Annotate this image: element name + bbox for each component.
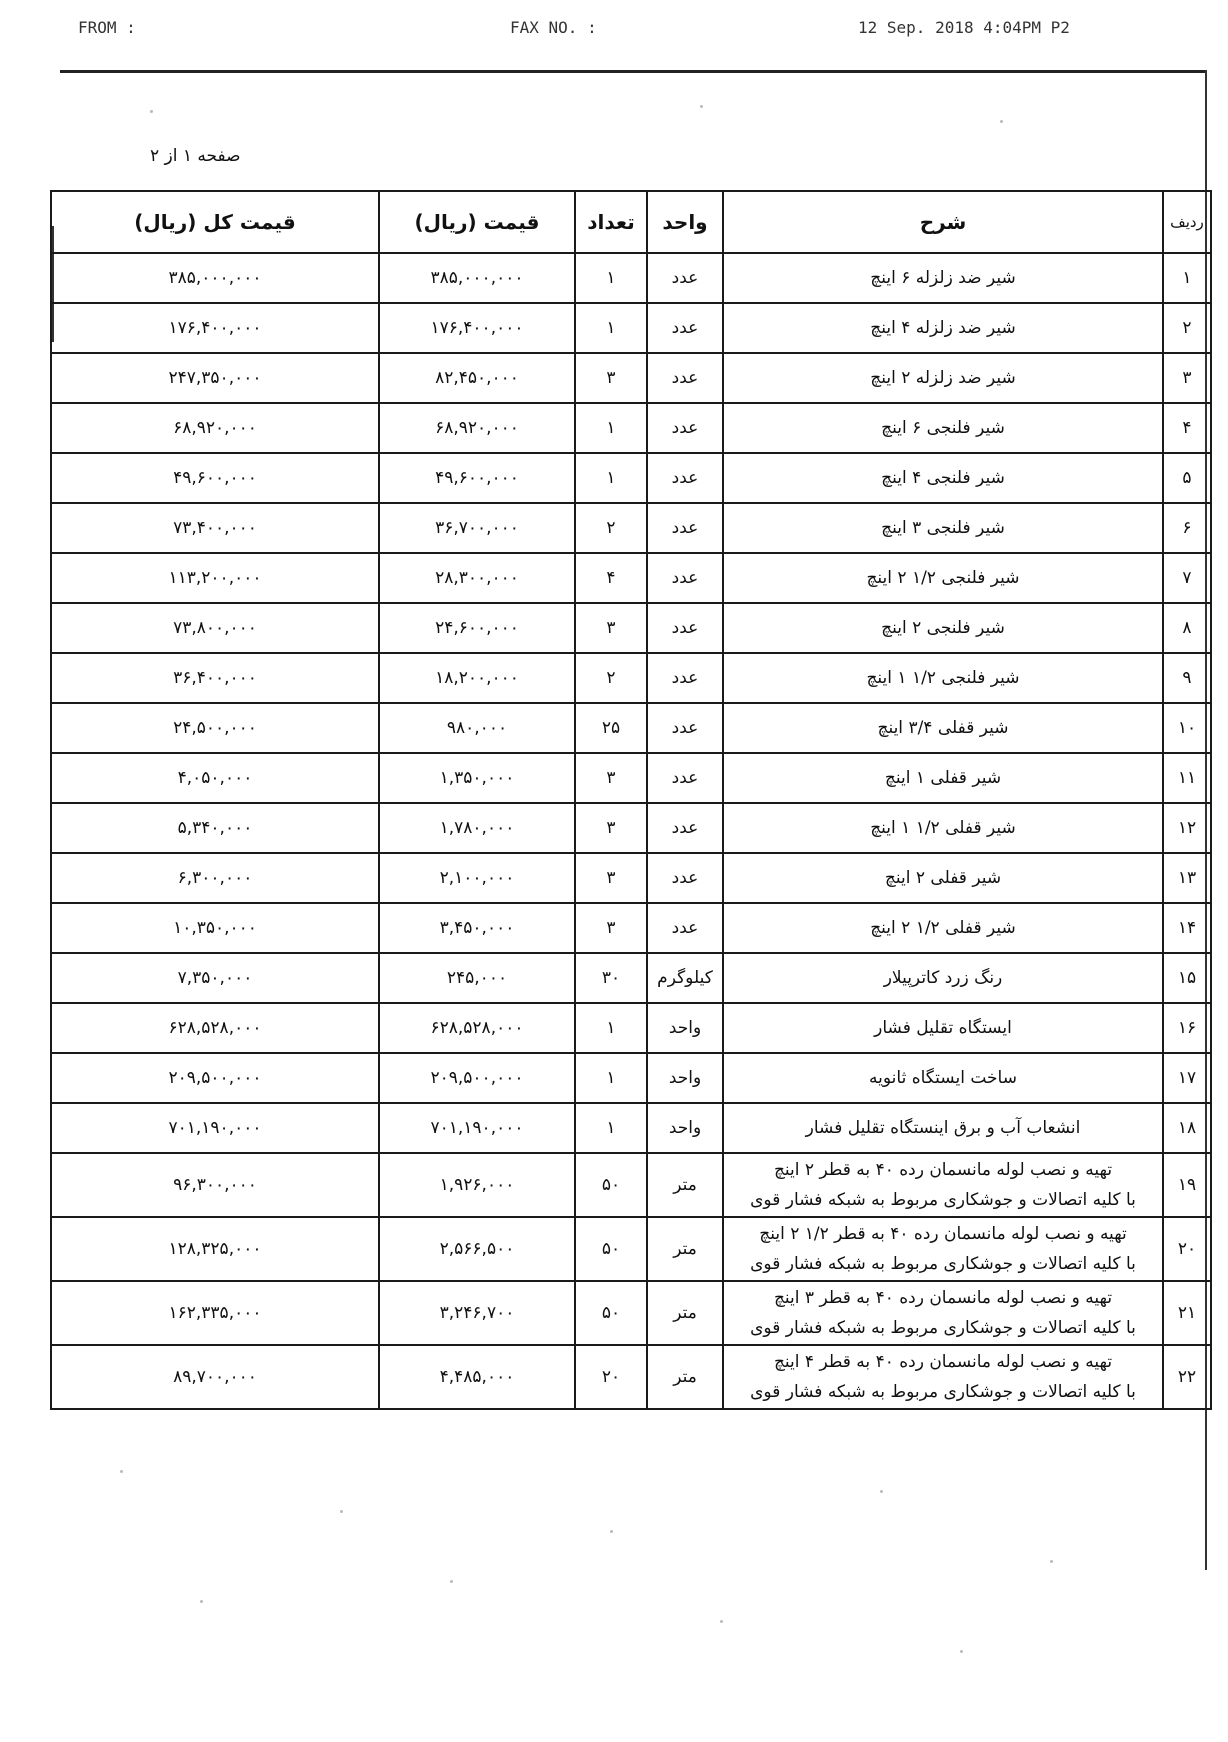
cell-description — [723, 953, 1163, 1003]
cell-row-number: ۱۶ — [1163, 1003, 1211, 1053]
cell-quantity: ۲۵ — [575, 703, 647, 753]
table-row — [51, 803, 1211, 853]
cell-description — [723, 1053, 1163, 1103]
description-line: با کلیه اتصالات و جوشکاری مربوط به شبکه فشار قوی — [750, 1254, 1136, 1274]
cell-unit: عدد — [647, 603, 723, 653]
cell-row-number: ۸ — [1163, 603, 1211, 653]
description-line: ایستگاه تقلیل فشار — [874, 1018, 1012, 1038]
fax-header — [0, 18, 1228, 48]
table-row — [51, 253, 1211, 303]
cell-row-number: ۱۵ — [1163, 953, 1211, 1003]
header-quantity: تعداد — [575, 191, 647, 253]
cell-unit-price: ۱۷۶,۴۰۰,۰۰۰ — [379, 303, 575, 353]
cell-unit-price: ۲۴۵,۰۰۰ — [379, 953, 575, 1003]
cell-description — [723, 753, 1163, 803]
scan-noise — [610, 1530, 613, 1533]
cell-total-price: ۱۰,۳۵۰,۰۰۰ — [51, 903, 379, 953]
cell-total-price: ۳۶,۴۰۰,۰۰۰ — [51, 653, 379, 703]
cell-unit: عدد — [647, 803, 723, 853]
cell-description — [723, 1217, 1163, 1281]
cell-description — [723, 603, 1163, 653]
table-row — [51, 553, 1211, 603]
description-line: شیر فلنجی ۳ اینچ — [881, 518, 1005, 538]
description-line: شیر فلنجی ۲ اینچ — [881, 618, 1005, 638]
description-line: شیر فلنجی ۴ اینچ — [881, 468, 1005, 488]
cell-row-number: ۲۱ — [1163, 1281, 1211, 1345]
cell-quantity: ۱ — [575, 303, 647, 353]
table-row — [51, 353, 1211, 403]
scan-noise — [150, 110, 153, 113]
header-description: شرح — [723, 191, 1163, 253]
cell-total-price: ۷۳,۸۰۰,۰۰۰ — [51, 603, 379, 653]
cell-quantity: ۱ — [575, 1053, 647, 1103]
scan-noise — [1000, 120, 1003, 123]
cell-description — [723, 453, 1163, 503]
cell-unit: کیلوگرم — [647, 953, 723, 1003]
cell-unit: عدد — [647, 503, 723, 553]
cell-unit: عدد — [647, 703, 723, 753]
cell-total-price: ۴,۰۵۰,۰۰۰ — [51, 753, 379, 803]
cell-row-number: ۱۱ — [1163, 753, 1211, 803]
cell-row-number: ۲۰ — [1163, 1217, 1211, 1281]
table-row — [51, 603, 1211, 653]
cell-row-number: ۱۰ — [1163, 703, 1211, 753]
cell-row-number: ۱ — [1163, 253, 1211, 303]
scan-noise — [880, 1490, 883, 1493]
header-total-price: قیمت کل (ریال) — [51, 191, 379, 253]
cell-quantity: ۱ — [575, 1003, 647, 1053]
cell-total-price: ۲۰۹,۵۰۰,۰۰۰ — [51, 1053, 379, 1103]
cell-total-price: ۶۲۸,۵۲۸,۰۰۰ — [51, 1003, 379, 1053]
description-line: شیر قفلی ۳/۴ اینچ — [877, 718, 1009, 738]
cell-unit-price: ۴,۴۸۵,۰۰۰ — [379, 1345, 575, 1409]
cell-row-number: ۵ — [1163, 453, 1211, 503]
cell-total-price: ۹۶,۳۰۰,۰۰۰ — [51, 1153, 379, 1217]
cell-row-number: ۴ — [1163, 403, 1211, 453]
fax-timestamp: 12 Sep. 2018 4:04PM P2 — [858, 18, 1070, 37]
cell-total-price: ۱۷۶,۴۰۰,۰۰۰ — [51, 303, 379, 353]
table-row — [51, 1281, 1211, 1345]
cell-unit-price: ۲۰۹,۵۰۰,۰۰۰ — [379, 1053, 575, 1103]
cell-quantity: ۳ — [575, 903, 647, 953]
fax-from-label: FROM : — [78, 18, 136, 37]
cell-quantity: ۵۰ — [575, 1281, 647, 1345]
cell-unit: متر — [647, 1345, 723, 1409]
table-row — [51, 1217, 1211, 1281]
cell-unit-price: ۷۰۱,۱۹۰,۰۰۰ — [379, 1103, 575, 1153]
cell-quantity: ۱ — [575, 453, 647, 503]
table-row — [51, 1053, 1211, 1103]
cell-total-price: ۱۱۳,۲۰۰,۰۰۰ — [51, 553, 379, 603]
cell-quantity: ۲ — [575, 503, 647, 553]
cell-total-price: ۸۹,۷۰۰,۰۰۰ — [51, 1345, 379, 1409]
cell-unit-price: ۲,۵۶۶,۵۰۰ — [379, 1217, 575, 1281]
cell-row-number: ۱۹ — [1163, 1153, 1211, 1217]
table-row — [51, 703, 1211, 753]
cell-quantity: ۲۰ — [575, 1345, 647, 1409]
scan-noise — [340, 1510, 343, 1513]
cell-total-price: ۶۸,۹۲۰,۰۰۰ — [51, 403, 379, 453]
description-line: شیر فلنجی ۶ اینچ — [881, 418, 1005, 438]
scan-noise — [720, 1620, 723, 1623]
description-line: شیر قفلی ۲ اینچ — [884, 868, 1002, 888]
cell-unit: عدد — [647, 403, 723, 453]
cell-unit-price: ۸۲,۴۵۰,۰۰۰ — [379, 353, 575, 403]
cell-unit: عدد — [647, 253, 723, 303]
page-indicator: صفحه ۱ از ۲ — [150, 146, 241, 166]
cell-total-price: ۳۸۵,۰۰۰,۰۰۰ — [51, 253, 379, 303]
cell-unit: متر — [647, 1153, 723, 1217]
description-line: تهیه و نصب لوله مانسمان رده ۴۰ به قطر ۱/۲ ۲ اینچ — [759, 1224, 1127, 1244]
cell-description — [723, 903, 1163, 953]
description-line: انشعاب آب و برق اینستگاه تقلیل فشار — [805, 1118, 1081, 1138]
items-table-body — [51, 253, 1211, 1409]
cell-description — [723, 403, 1163, 453]
cell-total-price: ۷۰۱,۱۹۰,۰۰۰ — [51, 1103, 379, 1153]
cell-description — [723, 1153, 1163, 1217]
scan-noise — [200, 1600, 203, 1603]
cell-unit: عدد — [647, 303, 723, 353]
cell-row-number: ۱۷ — [1163, 1053, 1211, 1103]
scan-noise — [960, 1650, 963, 1653]
cell-unit-price: ۳۸۵,۰۰۰,۰۰۰ — [379, 253, 575, 303]
cell-total-price: ۶,۳۰۰,۰۰۰ — [51, 853, 379, 903]
cell-quantity: ۲ — [575, 653, 647, 703]
description-line: تهیه و نصب لوله مانسمان رده ۴۰ به قطر ۴ اینچ — [773, 1352, 1113, 1372]
description-line: رنگ زرد کاترپیلار — [883, 968, 1003, 988]
cell-unit-price: ۱,۷۸۰,۰۰۰ — [379, 803, 575, 853]
cell-total-price: ۷,۳۵۰,۰۰۰ — [51, 953, 379, 1003]
cell-description — [723, 1345, 1163, 1409]
description-line: شیر قفلی ۱/۲ ۱ اینچ — [870, 818, 1016, 838]
cell-quantity: ۱ — [575, 253, 647, 303]
table-row — [51, 453, 1211, 503]
cell-row-number: ۲۲ — [1163, 1345, 1211, 1409]
header-row-number: ردیف — [1163, 191, 1211, 253]
cell-unit: عدد — [647, 353, 723, 403]
table-row — [51, 853, 1211, 903]
cell-description — [723, 1281, 1163, 1345]
cell-unit-price: ۱,۳۵۰,۰۰۰ — [379, 753, 575, 803]
cell-unit-price: ۳۶,۷۰۰,۰۰۰ — [379, 503, 575, 553]
description-line: ساخت ایستگاه ثانویه — [869, 1068, 1017, 1088]
cell-quantity: ۵۰ — [575, 1217, 647, 1281]
cell-quantity: ۳ — [575, 753, 647, 803]
header-unit: واحد — [647, 191, 723, 253]
top-border-line — [60, 70, 1205, 73]
cell-description — [723, 1103, 1163, 1153]
cell-total-price: ۵,۳۴۰,۰۰۰ — [51, 803, 379, 853]
header-unit-price: قیمت (ریال) — [379, 191, 575, 253]
cell-unit: عدد — [647, 753, 723, 803]
cell-quantity: ۵۰ — [575, 1153, 647, 1217]
cell-quantity: ۳ — [575, 803, 647, 853]
table-row — [51, 1345, 1211, 1409]
table-row — [51, 903, 1211, 953]
cell-total-price: ۲۴۷,۳۵۰,۰۰۰ — [51, 353, 379, 403]
cell-row-number: ۱۲ — [1163, 803, 1211, 853]
table-row — [51, 953, 1211, 1003]
cell-unit-price: ۱۸,۲۰۰,۰۰۰ — [379, 653, 575, 703]
description-line: با کلیه اتصالات و جوشکاری مربوط به شبکه فشار قوی — [750, 1382, 1136, 1402]
cell-total-price: ۲۴,۵۰۰,۰۰۰ — [51, 703, 379, 753]
cell-description — [723, 703, 1163, 753]
description-line: تهیه و نصب لوله مانسمان رده ۴۰ به قطر ۳ اینچ — [773, 1288, 1113, 1308]
cell-quantity: ۱ — [575, 1103, 647, 1153]
cell-total-price: ۴۹,۶۰۰,۰۰۰ — [51, 453, 379, 503]
cell-total-price: ۱۲۸,۳۲۵,۰۰۰ — [51, 1217, 379, 1281]
cell-unit: عدد — [647, 453, 723, 503]
scan-noise — [450, 1580, 453, 1583]
cell-unit: واحد — [647, 1053, 723, 1103]
table-row — [51, 1003, 1211, 1053]
cell-unit-price: ۲۸,۳۰۰,۰۰۰ — [379, 553, 575, 603]
cell-description — [723, 653, 1163, 703]
cell-description — [723, 253, 1163, 303]
cell-unit-price: ۳,۲۴۶,۷۰۰ — [379, 1281, 575, 1345]
cell-unit: عدد — [647, 553, 723, 603]
cell-row-number: ۲ — [1163, 303, 1211, 353]
cell-quantity: ۳ — [575, 603, 647, 653]
cell-description — [723, 1003, 1163, 1053]
description-line: شیر ضد زلزله ۴ اینچ — [870, 318, 1016, 338]
cell-unit-price: ۶۲۸,۵۲۸,۰۰۰ — [379, 1003, 575, 1053]
cell-unit: واحد — [647, 1003, 723, 1053]
cell-row-number: ۱۴ — [1163, 903, 1211, 953]
cell-description — [723, 553, 1163, 603]
cell-unit: عدد — [647, 653, 723, 703]
cell-unit-price: ۶۸,۹۲۰,۰۰۰ — [379, 403, 575, 453]
description-line: شیر قفلی ۱ اینچ — [884, 768, 1002, 788]
cell-row-number: ۶ — [1163, 503, 1211, 553]
items-table — [50, 190, 1212, 1410]
cell-unit: عدد — [647, 903, 723, 953]
cell-total-price: ۱۶۲,۳۳۵,۰۰۰ — [51, 1281, 379, 1345]
table-row — [51, 503, 1211, 553]
cell-quantity: ۳ — [575, 353, 647, 403]
table-row — [51, 653, 1211, 703]
description-line: تهیه و نصب لوله مانسمان رده ۴۰ به قطر ۲ اینچ — [773, 1160, 1113, 1180]
cell-quantity: ۳ — [575, 853, 647, 903]
description-line: با کلیه اتصالات و جوشکاری مربوط به شبکه فشار قوی — [750, 1190, 1136, 1210]
cell-unit: متر — [647, 1217, 723, 1281]
table-row — [51, 1103, 1211, 1153]
cell-unit-price: ۱,۹۲۶,۰۰۰ — [379, 1153, 575, 1217]
cell-unit: واحد — [647, 1103, 723, 1153]
cell-unit: متر — [647, 1281, 723, 1345]
cell-unit-price: ۹۸۰,۰۰۰ — [379, 703, 575, 753]
scan-noise — [1050, 1560, 1053, 1563]
cell-quantity: ۴ — [575, 553, 647, 603]
cell-row-number: ۷ — [1163, 553, 1211, 603]
cell-row-number: ۱۸ — [1163, 1103, 1211, 1153]
description-line: با کلیه اتصالات و جوشکاری مربوط به شبکه فشار قوی — [750, 1318, 1136, 1338]
description-line: شیر ضد زلزله ۶ اینچ — [870, 268, 1016, 288]
cell-unit-price: ۲,۱۰۰,۰۰۰ — [379, 853, 575, 903]
table-row — [51, 403, 1211, 453]
cell-description — [723, 303, 1163, 353]
scan-noise — [120, 1470, 123, 1473]
cell-quantity: ۱ — [575, 403, 647, 453]
table-header-row — [51, 191, 1211, 253]
cell-total-price: ۷۳,۴۰۰,۰۰۰ — [51, 503, 379, 553]
scan-noise — [700, 105, 703, 108]
cell-row-number: ۱۳ — [1163, 853, 1211, 903]
description-line: شیر ضد زلزله ۲ اینچ — [870, 368, 1016, 388]
cell-row-number: ۹ — [1163, 653, 1211, 703]
cell-unit-price: ۴۹,۶۰۰,۰۰۰ — [379, 453, 575, 503]
cell-unit-price: ۲۴,۶۰۰,۰۰۰ — [379, 603, 575, 653]
table-row — [51, 303, 1211, 353]
cell-unit: عدد — [647, 853, 723, 903]
table-row — [51, 1153, 1211, 1217]
cell-description — [723, 503, 1163, 553]
description-line: شیر فلنجی ۱/۲ ۲ اینچ — [866, 568, 1020, 588]
cell-row-number: ۳ — [1163, 353, 1211, 403]
fax-number-label: FAX NO. : — [510, 18, 597, 37]
cell-quantity: ۳۰ — [575, 953, 647, 1003]
description-line: شیر فلنجی ۱/۲ ۱ اینچ — [866, 668, 1020, 688]
cell-description — [723, 353, 1163, 403]
description-line: شیر قفلی ۱/۲ ۲ اینچ — [870, 918, 1016, 938]
table-row — [51, 753, 1211, 803]
cell-unit-price: ۳,۴۵۰,۰۰۰ — [379, 903, 575, 953]
cell-description — [723, 803, 1163, 853]
cell-description — [723, 853, 1163, 903]
